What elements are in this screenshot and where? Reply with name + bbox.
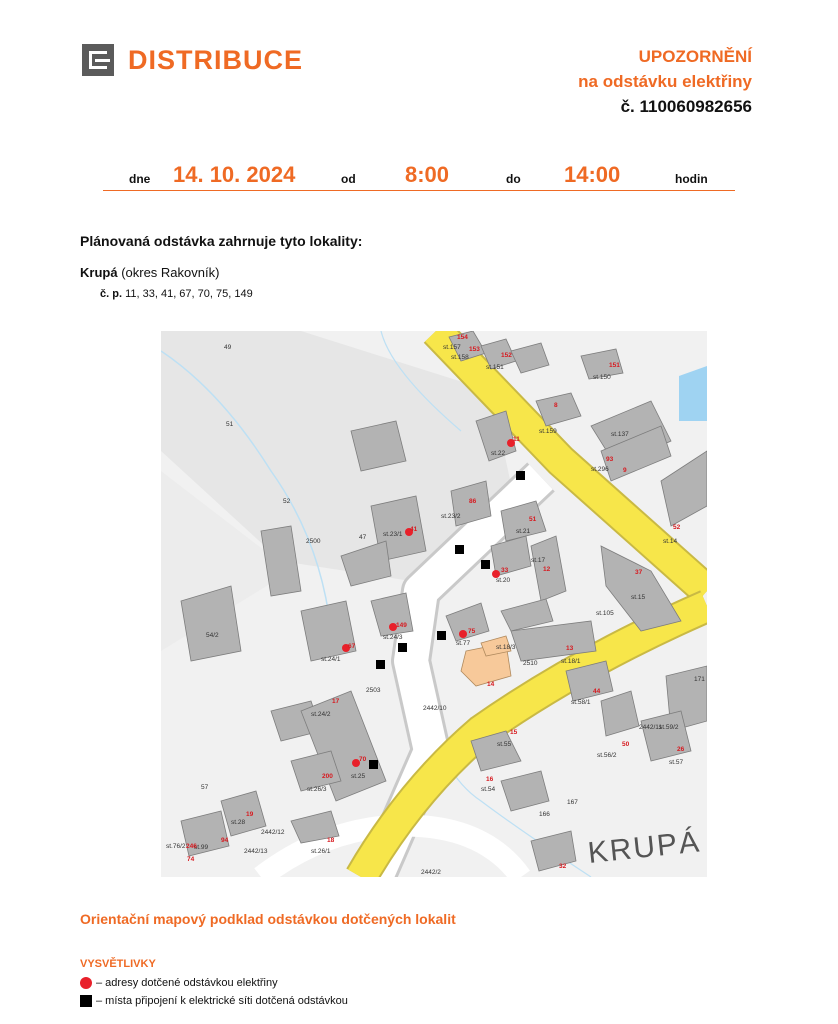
map-label: st.23/2 [441,513,461,520]
map-label: 16 [486,776,494,783]
map-label: 167 [567,799,578,806]
map-label: 14 [487,681,495,688]
map-label: st.22 [491,450,506,457]
map-canvas [161,331,707,877]
map-label: 166 [539,811,550,818]
map-label: 86 [469,498,477,505]
map-label: 93 [606,456,614,463]
label-from: od [341,172,356,186]
cez-logo-icon [82,44,114,76]
map-label: st.24/2 [311,711,331,718]
map-label: 57 [201,784,209,791]
map-label: st.59/2 [659,724,679,731]
map-label: 26 [677,746,685,753]
map-label: 2442/12 [261,829,285,836]
map-label: st.15 [631,594,646,601]
map-label: 153 [469,346,480,353]
map-label: 152 [501,352,512,359]
map-label: st.137 [611,431,629,438]
map-label: st.23/1 [383,531,403,538]
brand-logo [82,44,303,76]
map-label: 51 [226,421,234,428]
map-label: 151 [609,362,620,369]
map-label: st.24/3 [383,634,403,641]
map-label: 32 [559,863,567,870]
section-title: Plánovaná odstávka zahrnuje tyto lokality: [80,233,363,249]
map-label: st.76/2 [166,843,186,850]
map-label: 52 [283,498,291,505]
address-list [100,288,253,300]
legend-item-connections [80,995,348,1007]
map-label: st.157 [443,344,461,351]
cp-values: 11, 33, 41, 67, 70, 75, 149 [125,288,253,300]
map-label: 74 [187,856,195,863]
map-label: 17 [332,698,340,705]
map-label: 11 [513,436,520,443]
notice-header [578,44,752,119]
map-label: 246 [186,843,197,850]
label-to: do [506,172,521,186]
map-label: st.58/1 [571,699,591,706]
map-label: 49 [224,344,232,351]
map-label: 52 [673,524,681,531]
map-label: st.158 [451,354,469,361]
map-label: st.56/2 [597,752,617,759]
map-label: 54/2 [206,632,219,639]
map-label: st.26/1 [311,848,331,855]
map-label: st.18/3 [496,644,516,651]
map-label: st.105 [596,610,614,617]
map-caption: Orientační mapový podklad odstávkou dotčených lokalit [80,911,456,927]
map-label: st.21 [516,528,531,535]
map-label: 149 [396,622,407,629]
map-label: st.18/1 [561,658,581,665]
map-label: st.150 [593,374,611,381]
map-village-label: KRUPÁ [586,825,703,870]
map-label: 9 [623,467,627,474]
map-label: st.99 [194,844,209,851]
map-label: st.24/1 [321,656,341,663]
map-label: 70 [359,756,367,763]
black-square-icon [80,995,92,1007]
legend-title: VYSVĚTLIVKY [80,958,156,970]
label-hours: hodin [675,172,708,186]
notice-title: UPOZORNĚNÍ [638,47,752,66]
map-label: st.77 [456,640,471,647]
outage-date-line [103,160,735,191]
map-label: st.14 [663,538,678,545]
map-label: st.159 [539,428,557,435]
legend-text-addresses: – adresy dotčené odstávkou elektřiny [96,977,278,989]
map-label: st.55 [497,741,512,748]
cp-label: č. p. [100,288,123,300]
map-label: 2442/11 [639,724,663,731]
outage-map [161,331,707,877]
map-label: 94 [221,837,229,844]
map-label: st.17 [531,557,546,564]
map-label: 2503 [366,687,381,694]
map-label: st.26/3 [307,786,327,793]
map-label: 67 [348,643,356,650]
notice-number: č. 110060982656 [620,97,752,116]
map-label: 37 [635,569,643,576]
map-label: 75 [468,628,476,635]
map-label: st.296 [591,466,609,473]
legend-item-addresses [80,977,278,989]
map-label: st.25 [351,773,366,780]
outage-to: 14:00 [564,162,621,187]
map-label: 13 [566,645,574,652]
map-label: 200 [322,773,333,780]
map-label: 2442/13 [244,848,268,855]
map-label: 18 [327,837,335,844]
legend-text-connections: – místa připojení k elektrické síti dotčená odstávkou [96,995,348,1007]
map-label: 41 [410,526,418,533]
outage-day: 14. 10. 2024 [173,162,296,187]
locality-name: Krupá [80,265,118,280]
outage-from: 8:00 [405,162,450,187]
map-label: 154 [457,334,468,341]
map-label: 15 [510,729,518,736]
map-label: st.54 [481,786,496,793]
map-label: 2510 [523,660,538,667]
map-label: 44 [593,688,601,695]
map-label: 12 [543,566,551,573]
notice-subtitle: na odstávku elektřiny [578,72,752,91]
map-label: st.57 [669,759,684,766]
map-label: 2442/2 [421,869,441,876]
locality-district: (okres Rakovník) [121,265,220,280]
map-label: 47 [359,534,367,541]
map-label: 33 [501,567,509,574]
map-label: 51 [529,516,537,523]
map-label: st.20 [496,577,511,584]
locality [80,265,219,280]
map-label: 2500 [306,538,321,545]
label-day: dne [129,172,151,186]
brand-name: DISTRIBUCE [128,44,304,75]
map-label: st.151 [486,364,504,371]
map-label: 50 [622,741,630,748]
map-label: 2442/10 [423,705,447,712]
map-label: st.28 [231,819,246,826]
red-dot-icon [80,977,92,989]
map-label: 8 [554,402,558,409]
map-label: 19 [246,811,254,818]
map-label: 171 [694,676,705,683]
